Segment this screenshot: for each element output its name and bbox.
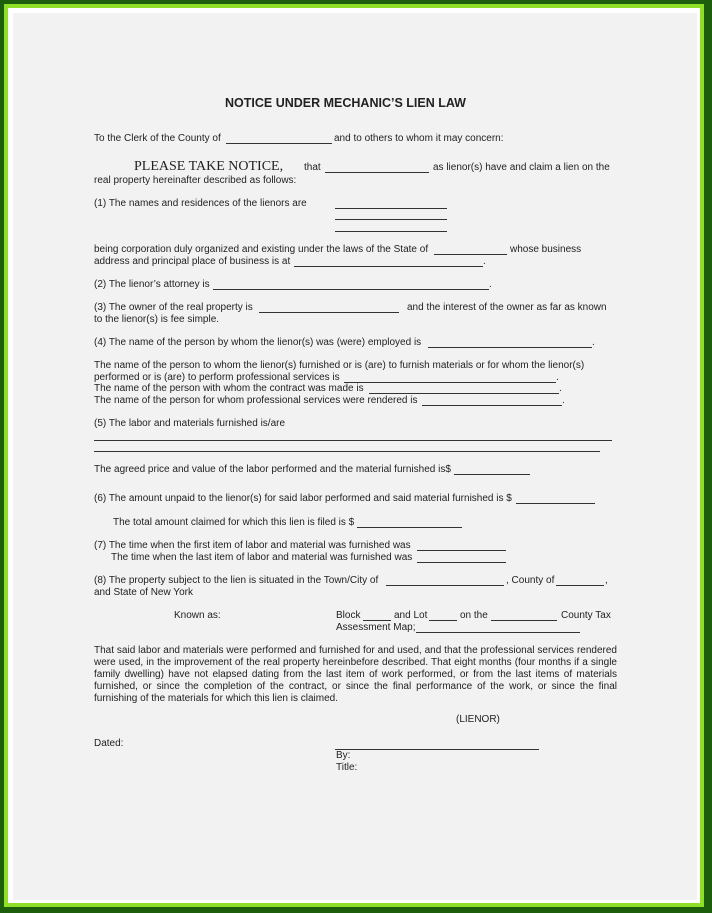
item-6-text: (6) The amount unpaid to the lienor(s) for said labor performed and said material furnished is $ [94, 493, 512, 504]
paragraph-line-3: family dwelling) have not elapsed dating from the last item of work performed, or from the last items of materials [94, 669, 617, 680]
item-4-text-4: The name of the person with whom the contract was made is [94, 383, 364, 394]
period: . [489, 279, 492, 290]
county-tax-label: County Tax [561, 610, 611, 621]
item-4-text-3: performed or is (are) to perform professional services is [94, 372, 340, 383]
addressed-text-2: and to others to whom it may concern: [334, 133, 504, 144]
lot-blank [429, 620, 457, 621]
item-2-label: (2) The lienor’s attorney is [94, 279, 210, 290]
dated-label: Dated: [94, 738, 124, 749]
lienor-residence-blank-3 [335, 231, 447, 232]
business-address-blank [294, 266, 483, 267]
item-1-label: (1) The names and residences of the lienors are [94, 198, 307, 209]
contract-with-blank [369, 393, 559, 394]
notice-lienor-text: as lienor(s) have and claim a lien on the [433, 162, 610, 173]
assessment-map-label: Assessment Map; [336, 622, 416, 633]
lienor-label: (LIENOR) [456, 714, 500, 725]
date-blank [491, 620, 557, 621]
notice-line-2: real property hereinafter described as follows: [94, 175, 297, 186]
corporation-text-2: whose business [510, 244, 582, 255]
addressed-text: To the Clerk of the County of [94, 133, 221, 144]
item-8-county: , County of [506, 575, 555, 586]
state-blank [434, 254, 507, 255]
corporation-text: being corporation duly organized and existing under the laws of the State of [94, 244, 429, 255]
notice-that: that [304, 162, 321, 173]
item-3-text: (3) The owner of the real property is [94, 302, 253, 313]
paragraph-line-2: were used, in the improvement of the real property hereinbefore described. That eight months (four months if a single [94, 657, 617, 668]
paragraph-line-1: That said labor and materials were performed and furnished for and used, and that the professional services rendered [94, 645, 617, 656]
block-label: Block [336, 610, 361, 621]
amount-unpaid-blank [516, 503, 595, 504]
county-of-blank [556, 585, 604, 586]
furnished-to-blank [344, 382, 556, 383]
agreed-price-blank [454, 474, 530, 475]
document-page [13, 13, 697, 900]
lienor-name-blank [325, 172, 429, 173]
comma: , [605, 575, 608, 586]
attorney-blank [213, 289, 489, 290]
county-blank [226, 143, 332, 144]
period: . [556, 372, 559, 383]
item-5-label: (5) The labor and materials furnished is/are [94, 418, 286, 429]
item-4-text-2: The name of the person to whom the lienor(s) furnished or is (are) to furnish materials or for whom the lienor(s) [94, 360, 585, 371]
total-amount-text: The total amount claimed for which this lien is filed is $ [113, 517, 355, 528]
period: . [592, 337, 595, 348]
employer-blank [428, 347, 592, 348]
title-label: Title: [336, 762, 358, 773]
please-take-notice: PLEASE TAKE NOTICE, [134, 159, 284, 174]
services-for-blank [422, 405, 562, 406]
paragraph-line-5: furnishing of the materials for which this lien is claimed. [94, 693, 338, 704]
item-4-text: (4) The name of the person by whom the lienor(s) was (were) employed is [94, 337, 422, 348]
paragraph-line-4: furnished, or since the completion of the contract, or since the final performance of the work, or since the final [94, 681, 617, 692]
on-the-label: on the [460, 610, 488, 621]
labor-blank-1 [94, 440, 612, 441]
lot-label: and Lot [394, 610, 428, 621]
period: . [559, 383, 562, 394]
item-8-text: (8) The property subject to the lien is situated in the Town/City of [94, 575, 379, 586]
item-3-text-2: and the interest of the owner as far as known [407, 302, 607, 313]
first-item-blank [417, 550, 506, 551]
owner-blank [259, 312, 399, 313]
town-city-blank [386, 585, 504, 586]
item-7-text: (7) The time when the first item of labor and material was furnished was [94, 540, 411, 551]
signature-line [335, 749, 539, 750]
total-amount-blank [357, 527, 462, 528]
item-4-text-5: The name of the person for whom professional services were rendered is [94, 395, 418, 406]
assessment-map-blank [416, 632, 580, 633]
document-title: NOTICE UNDER MECHANIC’S LIEN LAW [225, 96, 466, 110]
period: . [483, 256, 486, 267]
item-8-text-2: and State of New York [94, 587, 193, 598]
period: . [562, 395, 565, 406]
last-item-blank [417, 562, 506, 563]
agreed-price-text: The agreed price and value of the labor performed and the material furnished is$ [94, 464, 451, 475]
by-label: By: [336, 750, 351, 761]
known-as-label: Known as: [174, 610, 221, 621]
corporation-text-3: address and principal place of business is at [94, 256, 291, 267]
labor-blank-2 [94, 451, 600, 452]
lienor-residence-blank-2 [335, 219, 447, 220]
lienor-residence-blank-1 [335, 208, 447, 209]
item-7-text-2: The time when the last item of labor and material was furnished was [111, 552, 413, 563]
item-3-text-3: to the lienor(s) is fee simple. [94, 314, 220, 325]
block-blank [363, 620, 391, 621]
